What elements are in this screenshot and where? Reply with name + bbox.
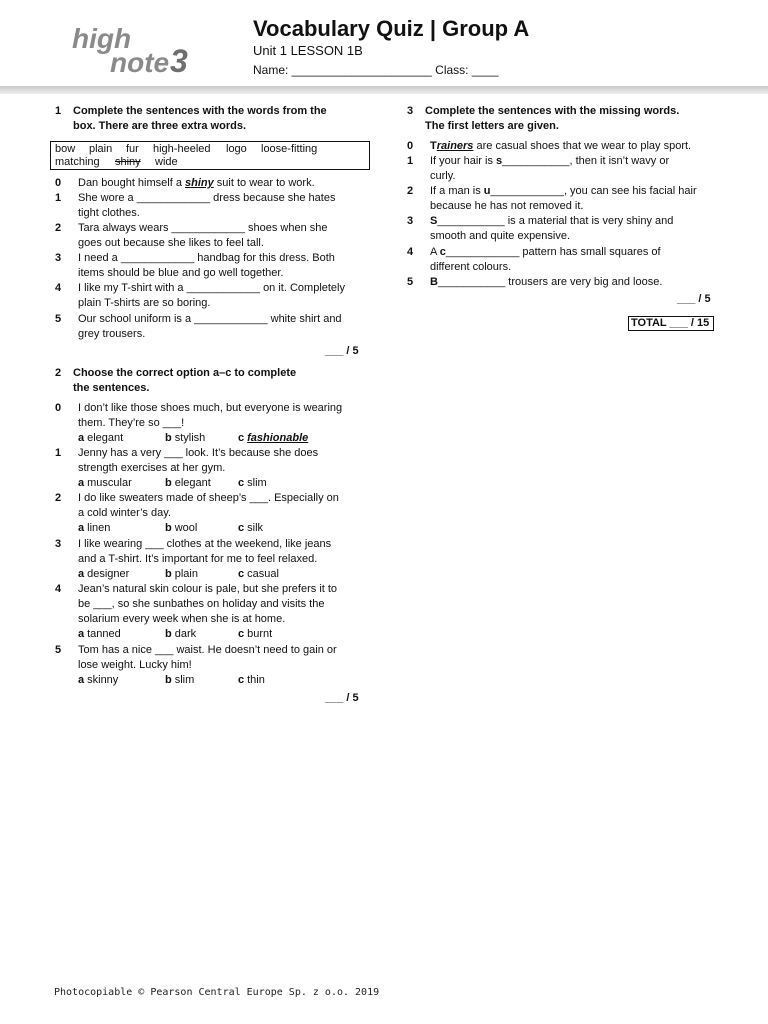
name-class-line: Name: _____________________ Class: ____ <box>253 63 499 77</box>
item-text-line: and a T-shirt. It’s important for me to feel relaxed. <box>78 553 318 565</box>
item-number: 4 <box>55 282 62 294</box>
logo-line1: high <box>72 23 132 54</box>
ex3-item <box>407 184 707 214</box>
example-answer: rainers <box>436 140 474 152</box>
exercise3-heading <box>407 104 727 134</box>
item-number: 1 <box>55 447 62 459</box>
item-text-line: tight clothes. <box>78 207 140 219</box>
option-c: c burnt <box>238 628 273 640</box>
item-text-line: Jenny has a very ___ look. It’s because she does <box>78 447 319 459</box>
ex1-item <box>55 312 355 342</box>
ex3-item <box>407 139 707 154</box>
ex2-item <box>55 446 355 491</box>
item-number: 0 <box>55 402 62 414</box>
item-text: Trainers are casual shoes that we wear to play sport. <box>430 140 692 152</box>
word-box-word: fur <box>126 143 139 155</box>
ex2-item <box>55 537 355 582</box>
item-text-line: because he has not removed it. <box>430 200 584 212</box>
ex2-item <box>55 491 355 536</box>
word-box-word-struck: shiny <box>115 156 141 168</box>
item-text-line: a cold winter’s day. <box>78 507 171 519</box>
item-text-line: Our school uniform is a ____________ white shirt and <box>78 313 342 325</box>
ex1-item <box>55 251 355 281</box>
item-text-line: Jean’s natural skin colour is pale, but she prefers it to <box>78 583 338 595</box>
item-number: 1 <box>407 155 414 167</box>
item-number: 1 <box>55 192 62 204</box>
page-title: Vocabulary Quiz | Group A <box>253 16 530 41</box>
item-number: 3 <box>407 215 414 227</box>
item-text-line: them. They’re so ___! <box>78 417 185 429</box>
options-row <box>78 431 360 446</box>
item-text-line: I like wearing ___ clothes at the weekend, like jeans <box>78 538 332 550</box>
ex3-item <box>407 245 707 275</box>
item-text-line: I do like sweaters made of sheep’s ___. Especially on <box>78 492 339 504</box>
item-text-line: I don’t like those shoes much, but everyone is wearing <box>78 402 343 414</box>
item-text: If a man is u____________, you can see his facial hair <box>430 185 697 197</box>
options-row <box>78 567 360 582</box>
word-box-word: matching <box>55 156 100 168</box>
exercise2-heading <box>55 366 355 396</box>
footer-copyright: Photocopiable © Pearson Central Europe Sp. z o.o. 2019 <box>54 987 380 998</box>
exercise1-score: ___ / 5 <box>325 345 359 357</box>
option-a: a tanned <box>78 628 121 640</box>
options-row <box>78 476 360 491</box>
item-text: S___________ is a material that is very shiny and <box>430 215 674 227</box>
exercise2-instruction-1: Choose the correct option a–c to complete <box>73 367 297 379</box>
item-number: 5 <box>407 276 414 288</box>
item-text-line: strength exercises at her gym. <box>78 462 226 474</box>
item-number: 4 <box>407 246 414 258</box>
item-number: 3 <box>55 538 62 550</box>
ex1-item <box>55 176 355 191</box>
exercise1-instruction-1: Complete the sentences with the words from the <box>73 105 327 117</box>
total-score-box: TOTAL ___ / 15 <box>628 316 714 331</box>
item-text-line: plain T-shirts are so boring. <box>78 297 211 309</box>
exercise1-number: 1 <box>55 105 62 117</box>
ex3-item <box>407 154 707 184</box>
word-box-word: loose-fitting <box>261 143 318 155</box>
logo-line2: note <box>110 47 170 76</box>
exercise3-score: ___ / 5 <box>677 293 711 305</box>
item-text-line: different colours. <box>430 261 512 273</box>
item-text-line: goes out because she likes to feel tall. <box>78 237 264 249</box>
option-c: c slim <box>238 477 267 489</box>
item-text: B___________ trousers are very big and loose. <box>430 276 663 288</box>
ex1-item <box>55 191 355 221</box>
ex1-item <box>55 221 355 251</box>
item-number: 5 <box>55 313 62 325</box>
option-b: b wool <box>165 522 198 534</box>
item-text: Dan bought himself a shiny suit to wear to work. <box>78 177 315 189</box>
item-text-line: be ___, so she sunbathes on holiday and visits the <box>78 598 325 610</box>
item-text: If your hair is s___________, then it isn’t wavy or <box>430 155 670 167</box>
example-answer: fashionable <box>247 432 309 444</box>
exercise1-heading <box>55 104 355 134</box>
item-text-line: items should be blue and go well together. <box>78 267 284 279</box>
item-text-line: Tom has a nice ___ waist. He doesn’t need to gain or <box>78 644 337 656</box>
lesson-label: Unit 1 LESSON 1B <box>253 43 363 58</box>
item-text-line: lose weight. Lucky him! <box>78 659 192 671</box>
item-text-line: curly. <box>430 170 456 182</box>
word-box-word: wide <box>155 156 178 168</box>
high-note-logo <box>70 22 196 76</box>
option-c: c casual <box>238 568 279 580</box>
item-number: 2 <box>55 222 62 234</box>
option-a: a muscular <box>78 477 132 489</box>
item-number: 2 <box>55 492 62 504</box>
option-c: c thin <box>238 674 265 686</box>
word-box-word: plain <box>89 143 113 155</box>
option-b: b plain <box>165 568 198 580</box>
word-box-word: logo <box>226 143 247 155</box>
option-c: c silk <box>238 522 264 534</box>
item-number: 5 <box>55 644 62 656</box>
ex1-item <box>55 281 355 311</box>
item-number: 0 <box>55 177 62 189</box>
option-a: a designer <box>78 568 130 580</box>
item-text-line: She wore a ____________ dress because she hates <box>78 192 336 204</box>
ex3-item <box>407 275 707 290</box>
ex2-item <box>55 401 355 446</box>
option-b: b dark <box>165 628 197 640</box>
item-number: 4 <box>55 583 62 595</box>
item-number: 3 <box>55 252 62 264</box>
ex3-item <box>407 214 707 244</box>
item-text-line: smooth and quite expensive. <box>430 230 571 242</box>
options-row <box>78 627 360 642</box>
ex2-item <box>55 643 355 688</box>
item-text-line: I need a ____________ handbag for this dress. Both <box>78 252 335 264</box>
word-box-word: high-heeled <box>153 143 211 155</box>
item-text-line: solarium every week when she is at home. <box>78 613 286 625</box>
ex2-item <box>55 582 355 642</box>
item-text: A c____________ pattern has small squares of <box>430 246 661 258</box>
option-a: a linen <box>78 522 111 534</box>
option-c: c fashionable <box>238 432 309 444</box>
option-a: a elegant <box>78 432 124 444</box>
item-text-line: Tara always wears ____________ shoes when she <box>78 222 328 234</box>
word-box-word: bow <box>55 143 76 155</box>
exercise3-instruction-1: Complete the sentences with the missing words. <box>425 105 680 117</box>
item-number: 0 <box>407 140 414 152</box>
exercise3-number: 3 <box>407 105 414 117</box>
exercise1-instruction-2: box. There are three extra words. <box>73 120 247 132</box>
options-row <box>78 521 360 536</box>
logo-number: 3 <box>170 43 188 76</box>
exercise3-instruction-2: The first letters are given. <box>425 120 559 132</box>
option-a: a skinny <box>78 674 119 686</box>
item-text-line: I like my T-shirt with a ____________ on it. Completely <box>78 282 345 294</box>
item-number: 2 <box>407 185 414 197</box>
exercise2-number: 2 <box>55 367 62 379</box>
word-box <box>50 141 370 170</box>
item-text-line: grey trousers. <box>78 328 146 340</box>
example-answer: shiny <box>185 177 214 189</box>
options-row <box>78 673 360 688</box>
option-b: b slim <box>165 674 195 686</box>
header-divider <box>0 86 768 94</box>
exercise2-instruction-2: the sentences. <box>73 382 150 394</box>
option-b: b stylish <box>165 432 206 444</box>
exercise2-score: ___ / 5 <box>325 692 359 704</box>
option-b: b elegant <box>165 477 211 489</box>
